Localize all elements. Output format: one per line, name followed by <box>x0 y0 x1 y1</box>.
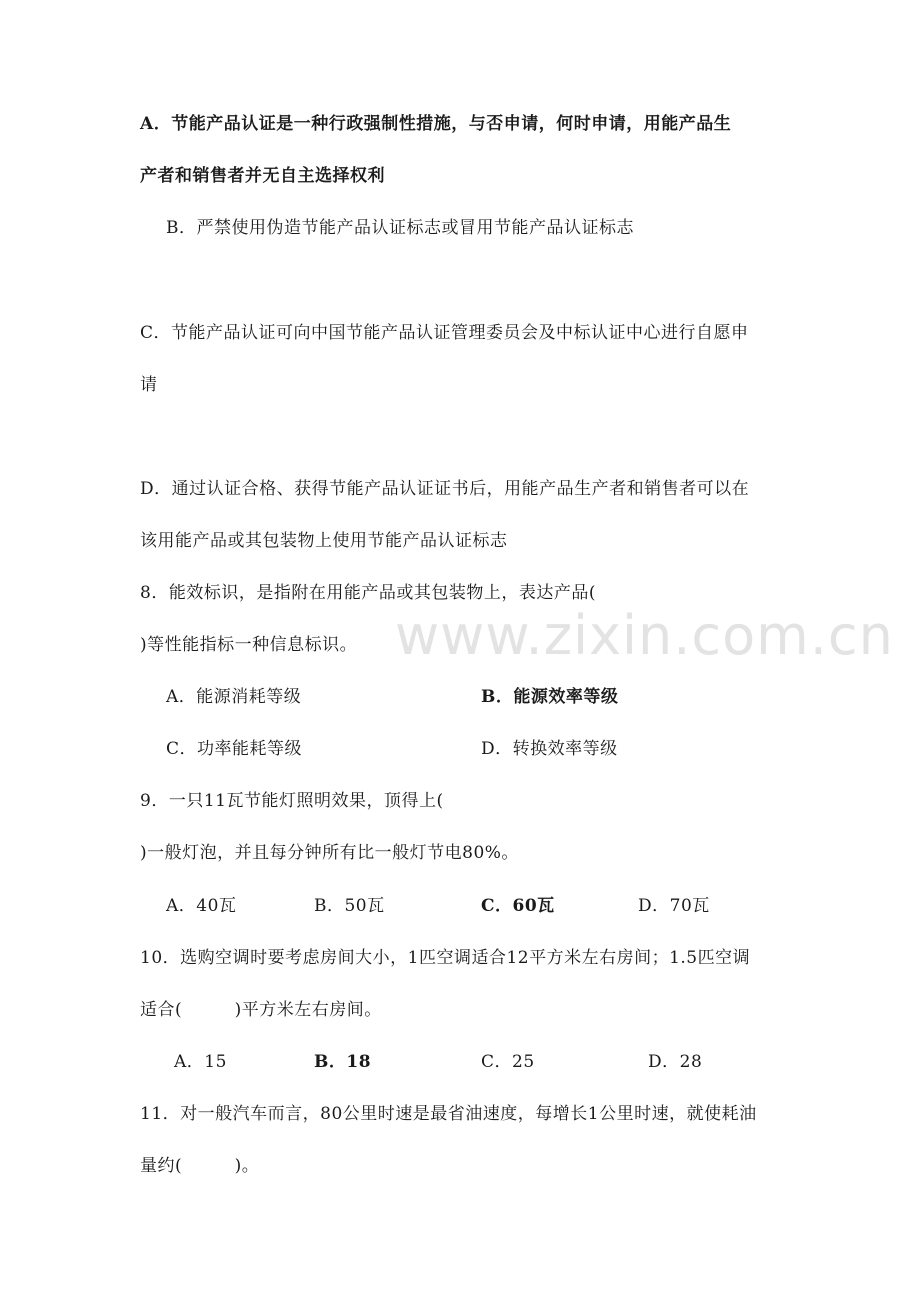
q9-option-b: B．50瓦 <box>314 896 385 916</box>
q9-option-d: D．70瓦 <box>638 896 710 916</box>
watermark: www.zixin.com.cn <box>395 604 894 667</box>
q11-question-line1: 11．对一般汽车而言，80公里时速是最省油速度，每增长1公里时速，就使耗油 <box>140 1104 757 1124</box>
q10-question-line1: 10．选购空调时要考虑房间大小，1匹空调适合12平方米左右房间；1.5匹空调 <box>140 948 751 968</box>
q7-option-b: B．严禁使用伪造节能产品认证标志或冒用节能产品认证标志 <box>166 218 634 238</box>
q10-option-d: D．28 <box>648 1052 703 1072</box>
q10-option-b: B．18 <box>314 1052 372 1072</box>
q9-option-a: A．40瓦 <box>166 896 237 916</box>
q9-option-c: C．60瓦 <box>481 896 555 916</box>
q11-question-line2: 量约( )。 <box>140 1156 260 1176</box>
q10-option-a: A．15 <box>174 1052 227 1072</box>
q9-question-line1: 9．一只11瓦节能灯照明效果，顶得上( <box>140 791 444 811</box>
q10-option-c: C．25 <box>481 1052 535 1072</box>
q8-option-a: A．能源消耗等级 <box>166 687 302 707</box>
q8-question-line1: 8．能效标识，是指附在用能产品或其包装物上，表达产品( <box>140 583 596 603</box>
q10-question-line2: 适合( )平方米左右房间。 <box>140 1000 382 1020</box>
q8-question-line2: )等性能指标一种信息标识。 <box>140 635 358 655</box>
q7-option-c-line2: 请 <box>140 375 158 395</box>
q7-option-c-line1: C．节能产品认证可向中国节能产品认证管理委员会及中标认证中心进行自愿申 <box>140 323 749 343</box>
q7-option-a-line2: 产者和销售者并无自主选择权利 <box>140 166 385 186</box>
q9-question-line2: )一般灯泡，并且每分钟所有比一般灯节电80%。 <box>140 843 519 863</box>
q7-option-d-line1: D．通过认证合格、获得节能产品认证证书后，用能产品生产者和销售者可以在 <box>140 479 750 499</box>
q8-option-d: D．转换效率等级 <box>481 739 618 759</box>
q7-option-d-line2: 该用能产品或其包装物上使用节能产品认证标志 <box>140 531 508 551</box>
q7-option-a-line1: A．节能产品认证是一种行政强制性措施，与否申请，何时申请，用能产品生 <box>140 114 732 134</box>
q8-option-c: C．功率能耗等级 <box>166 739 303 759</box>
q8-option-b: B．能源效率等级 <box>481 687 619 707</box>
